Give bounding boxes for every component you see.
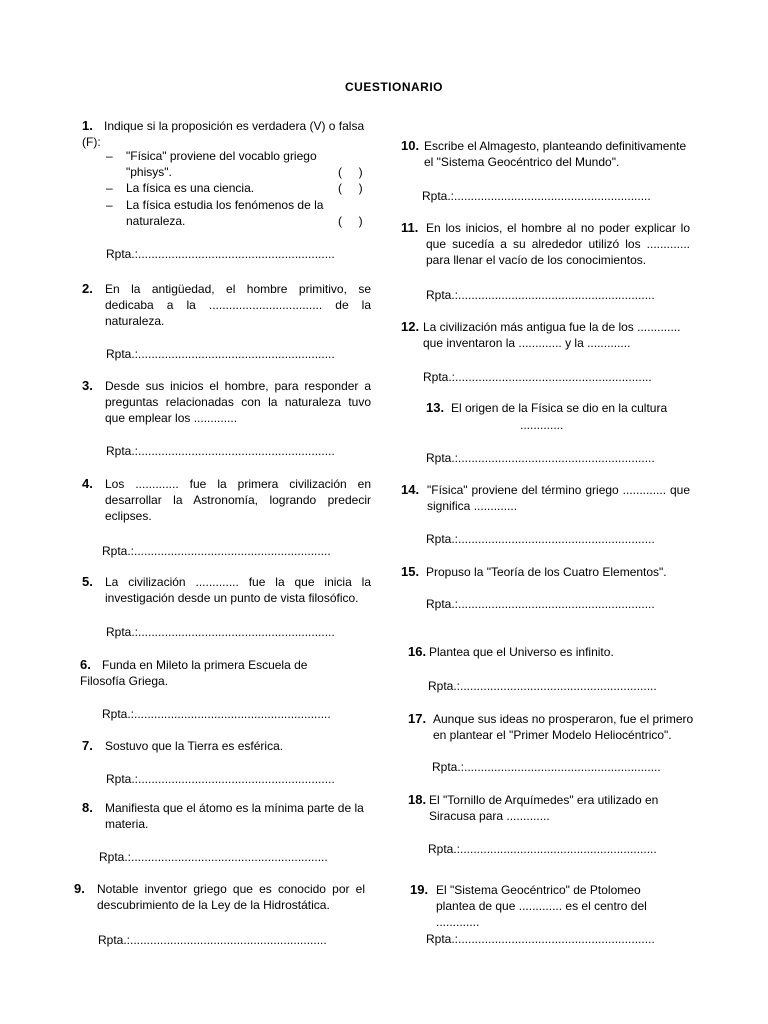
answer-line[interactable]: Rpta.:........................................................... xyxy=(106,444,335,458)
question-number: 2. xyxy=(82,281,93,296)
question-text: Plantea que el Universo es infinito. xyxy=(429,645,614,659)
question-text: La civilización ............. fue la que inicia la investigación desde un punto de vista filosófico. xyxy=(105,575,371,605)
question-number: 15. xyxy=(401,564,420,579)
question-number: 12. xyxy=(401,319,420,334)
question-number: 19. xyxy=(410,882,429,897)
statement-text: La física es una ciencia. xyxy=(126,181,255,195)
answer-line[interactable]: Rpta.:........................................................... xyxy=(428,679,657,693)
question-number: 1. xyxy=(82,118,93,133)
question-text: Sostuvo que la Tierra es esférica. xyxy=(105,739,284,753)
question-text: Funda en Mileto la primera Escuela de Filosofía Griega. xyxy=(80,658,308,688)
question-number: 10. xyxy=(401,138,420,153)
answer-line[interactable]: Rpta.:........................................................... xyxy=(106,247,335,261)
statement-text: "Física" proviene del vocablo griego "phisys". xyxy=(126,149,317,179)
answer-parens[interactable]: ( ) xyxy=(338,214,363,228)
question-text: Aunque sus ideas no prosperaron, fue el primero en plantear el "Primer Modelo Heliocéntrico". xyxy=(433,712,694,742)
answer-line[interactable]: Rpta.:........................................................... xyxy=(426,932,655,946)
answer-line[interactable]: Rpta.:........................................................... xyxy=(102,544,331,558)
question-text: "Física" proviene del término griego ............. que significa ............. xyxy=(427,483,690,513)
question-text: La civilización más antigua fue la de los ............. que inventaron la ............. y la ............. xyxy=(423,320,681,350)
question-text: Notable inventor griego que es conocido por el descubrimiento de la Ley de la Hidrostática. xyxy=(97,882,365,912)
question-number: 4. xyxy=(82,476,93,491)
question-number: 16. xyxy=(408,644,427,659)
answer-line[interactable]: Rpta.:........................................................... xyxy=(423,370,652,384)
answer-line[interactable]: Rpta.:........................................................... xyxy=(99,850,328,864)
question-text: Manifiesta que el átomo es la mínima parte de la materia. xyxy=(105,801,364,831)
question-text: El "Sistema Geocéntrico" de Ptolomeo plantea de que ............. es el centro del ............. xyxy=(436,883,647,929)
question-text: El "Tornillo de Arquímedes" era utilizado en Siracusa para ............. xyxy=(429,793,659,823)
answer-line[interactable]: Rpta.:........................................................... xyxy=(106,772,335,786)
question-number: 9. xyxy=(74,881,85,896)
answer-line[interactable]: Rpta.:........................................................... xyxy=(102,707,331,721)
answer-line[interactable]: Rpta.:........................................................... xyxy=(106,625,335,639)
question-number: 18. xyxy=(408,792,427,807)
answer-line[interactable]: Rpta.:........................................................... xyxy=(426,288,655,302)
question-number: 14. xyxy=(401,482,420,497)
question-number: 11. xyxy=(401,220,419,235)
question-text-blank: ............. xyxy=(520,418,564,432)
answer-line[interactable]: Rpta.:........................................................... xyxy=(432,760,661,774)
answer-line[interactable]: Rpta.:........................................................... xyxy=(426,597,655,611)
answer-line[interactable]: Rpta.:........................................................... xyxy=(106,347,335,361)
answer-line[interactable]: Rpta.:........................................................... xyxy=(426,532,655,546)
question-text: El origen de la Física se dio en la cultura xyxy=(451,401,668,415)
dash-icon: – xyxy=(106,181,113,195)
dash-icon: – xyxy=(106,198,113,212)
question-text: En la antigüedad, el hombre primitivo, se dedicaba a la .................................. de la naturaleza. xyxy=(105,282,371,328)
question-number: 5. xyxy=(82,574,93,589)
question-number: 6. xyxy=(80,657,91,672)
question-number: 8. xyxy=(82,800,93,815)
question-text: Indique si la proposición es verdadera (V) o falsa (F): xyxy=(82,119,365,149)
question-number: 17. xyxy=(408,711,427,726)
dash-icon: – xyxy=(106,149,113,163)
answer-line[interactable]: Rpta.:........................................................... xyxy=(426,451,655,465)
question-text: Desde sus inicios el hombre, para responder a preguntas relacionadas con la naturaleza tuvo que emplear los ............. xyxy=(105,379,371,425)
question-text: Los ............. fue la primera civilización en desarrollar la Astronomía, logrando predecir eclipses. xyxy=(105,477,371,523)
question-text: Escribe el Almagesto, planteando definitivamente el "Sistema Geocéntrico del Mundo". xyxy=(424,139,687,169)
answer-line[interactable]: Rpta.:........................................................... xyxy=(422,189,651,203)
answer-line[interactable]: Rpta.:........................................................... xyxy=(428,842,657,856)
answer-parens[interactable]: ( ) xyxy=(338,181,363,195)
question-number: 13. xyxy=(426,400,445,415)
page-title: CUESTIONARIO xyxy=(344,80,443,94)
answer-line[interactable]: Rpta.:........................................................... xyxy=(98,933,327,947)
answer-parens[interactable]: ( ) xyxy=(338,165,363,179)
question-text: En los inicios, el hombre al no poder explicar lo que sucedía a su alrededor utilizó los ............. para llenar el vacío de los conocimientos. xyxy=(426,221,690,267)
question-number: 3. xyxy=(82,378,93,393)
statement-text: La física estudia los fenómenos de la naturaleza. xyxy=(126,198,324,228)
question-number: 7. xyxy=(82,738,93,753)
question-text: Propuso la "Teoría de los Cuatro Elementos". xyxy=(426,565,667,579)
